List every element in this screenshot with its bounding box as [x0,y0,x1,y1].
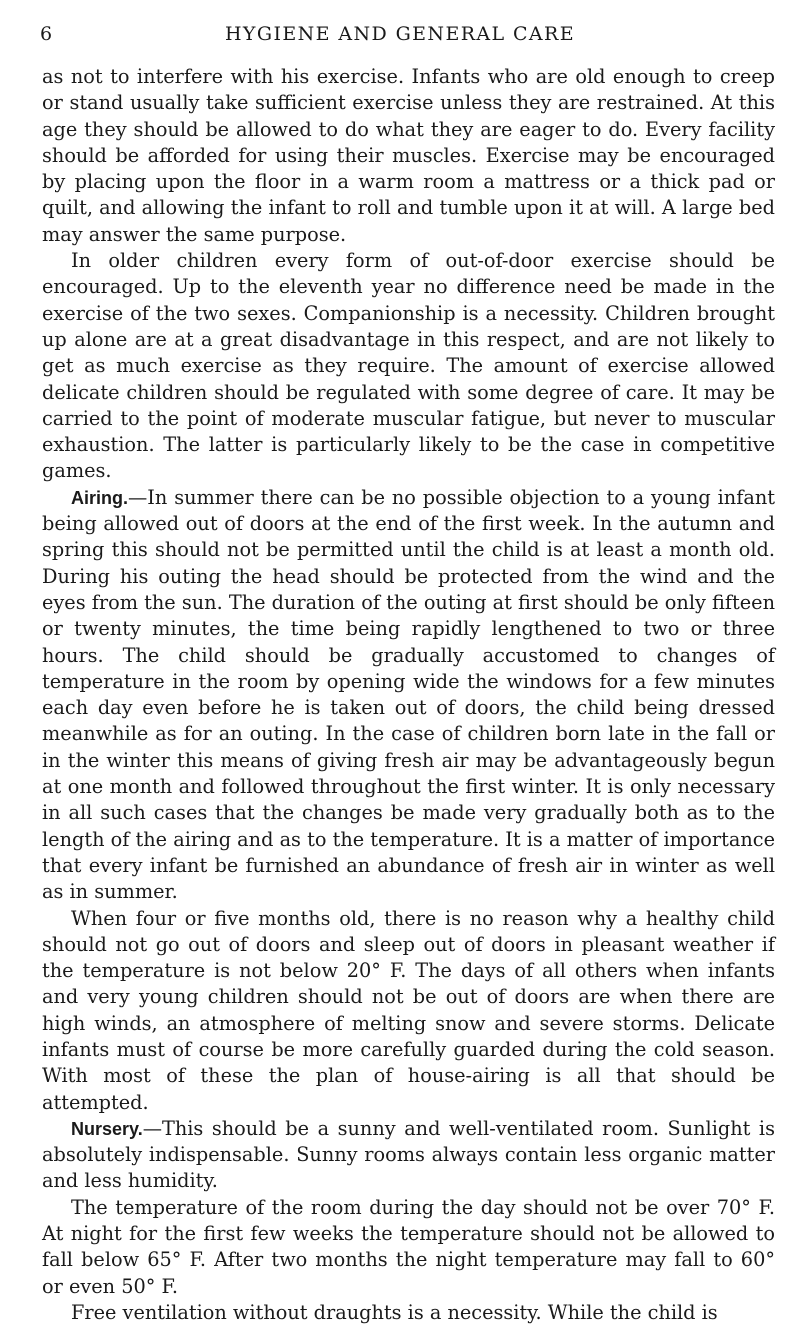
paragraph [42,906,775,1116]
paragraph [42,1300,775,1326]
section-heading-nursery: Nursery. [71,1118,143,1139]
paragraph [42,1116,775,1195]
paragraph-text: as not to interfere with his exercise. Infants who are old enough to creep or stand usually take sufficient exercise unless they are restrained. At this age they should be allowed to do what they are eager to do. Every facility should be afforded for using their muscles. Exercise may be encouraged by placing upon the floor in a warm room a mattress or a thick pad or quilt, and allowing the infant to roll and tumble upon it at will. A large bed may answer the same purpose. [42,65,775,246]
paragraph-text: When four or five months old, there is no reason why a healthy child should not go out of doors and sleep out of doors in pleasant weather if the temperature is not below 20° F. The days of all others when infants and very young children should not be out of doors are when there are high winds, an atmosphere of melting snow and severe storms. Delicate infants must of course be more carefully guarded during the cold season. With most of these the plan of house-airing is all that should be attempted. [42,906,775,1114]
paragraph [42,248,775,485]
page-header [0,0,800,60]
paragraph-text: —In summer there can be no possible objection to a young infant being allowed out of doors at the end of the first week. In the autumn and spring this should not be permitted until the child is at least a month old. During his outing the head should be protected from the wind and the eyes from the sun. The duration of the outing at first should be only fifteen or twenty minutes, the time being rapidly lengthened to two or three hours. The child should be gradually accustomed to changes of temperature in the room by opening wide the windows for a few minutes each day even before he is taken out of doors, the child being dressed meanwhile as for an outing. In the case of children born late in the fall or in the winter this means of giving fresh air may be advantageously begun at one month and followed throughout the first winter. It is only necessary in all such cases that the changes be made very gradually both as to the length of the airing and as to the temperature. It is a matter of importance that every infant be furnished an abundance of fresh air in winter as well as in summer. [42,485,775,904]
paragraph-text: —This should be a sunny and well-ventilated room. Sunlight is absolutely indispensable. Sunny rooms always contain less organic matter and less humidity. [42,1116,775,1193]
paragraph-text: In older children every form of out-of-door exercise should be encouraged. Up to the eleventh year no difference need be made in the exercise of the two sexes. Companionship is a necessity. Children brought up alone are at a great disadvantage in this respect, and are not likely to get as much exercise as they require. The amount of exercise allowed delicate children should be regulated with some degree of care. It may be carried to the point of moderate muscular fatigue, but never to muscular exhaustion. The latter is particularly likely to be the case in competitive games. [42,249,775,483]
body-text [42,64,775,1326]
paragraph-text: The temperature of the room during the day should not be over 70° F. At night for the first few weeks the temperature should not be allowed to fall below 65° F. After two months the night temperature may fall to 60° or even 50° F. [42,1195,775,1298]
page-number: 6 [40,23,53,45]
paragraph [42,64,775,248]
paragraph [42,1195,775,1300]
paragraph [42,485,775,906]
paragraph-text: Free ventilation without draughts is a necessity. While the child is [71,1300,718,1324]
section-heading-airing: Airing. [71,487,128,508]
running-head: HYGIENE AND GENERAL CARE [224,23,576,45]
